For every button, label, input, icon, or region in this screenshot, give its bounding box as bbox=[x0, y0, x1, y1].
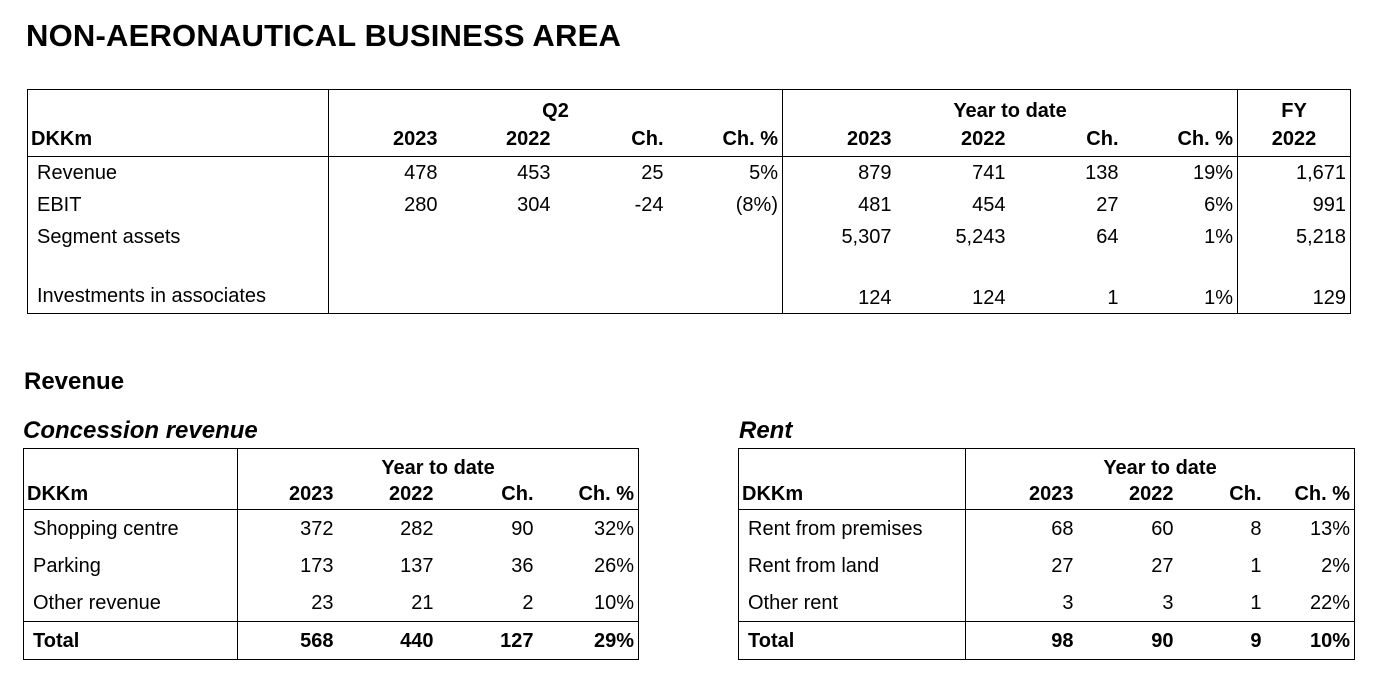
cell bbox=[668, 253, 783, 314]
cell: 13% bbox=[1309, 517, 1351, 540]
cell: 5,243 bbox=[955, 226, 1006, 248]
group-header-ytd: Year to date bbox=[966, 449, 1355, 480]
cell: 1% bbox=[1204, 226, 1234, 248]
row-label: Segment assets bbox=[37, 226, 181, 248]
table-row bbox=[28, 253, 1351, 314]
col-header: 2022 bbox=[1078, 479, 1178, 510]
header-blank bbox=[739, 449, 966, 480]
row-label: Shopping centre bbox=[33, 517, 179, 540]
revenue-heading: Revenue bbox=[24, 368, 125, 395]
cell: 280 bbox=[329, 189, 442, 221]
col-header: 2023 bbox=[966, 479, 1078, 510]
cell bbox=[442, 221, 555, 253]
cell: 29% bbox=[538, 622, 639, 660]
group-header-q2: Q2 bbox=[329, 90, 783, 123]
header-blank bbox=[24, 449, 238, 480]
row-label: Other revenue bbox=[33, 591, 161, 614]
row-label: Rent from land bbox=[748, 554, 880, 577]
cell bbox=[442, 253, 555, 314]
unit-header: DKKm bbox=[24, 479, 238, 510]
cell: 129 bbox=[1238, 253, 1351, 314]
cell: 5,307 bbox=[783, 221, 896, 253]
header-blank bbox=[28, 90, 329, 123]
cell: 453 bbox=[517, 162, 551, 184]
cell: 991 bbox=[1238, 189, 1351, 221]
cell: 60 bbox=[1151, 517, 1174, 540]
col-header: Ch. bbox=[1010, 122, 1123, 157]
table-row bbox=[24, 510, 639, 548]
group-header-fy: FY bbox=[1238, 90, 1351, 123]
total-row bbox=[739, 622, 1355, 660]
cell: 25 bbox=[641, 162, 664, 184]
cell: -24 bbox=[634, 194, 664, 216]
cell: 90 bbox=[1078, 622, 1178, 660]
col-header: Ch. % bbox=[1266, 479, 1355, 510]
cell: 32% bbox=[593, 517, 635, 540]
rent-table bbox=[738, 448, 1355, 660]
cell: 138 bbox=[1085, 162, 1119, 184]
cell: 372 bbox=[238, 510, 338, 548]
cell: 127 bbox=[438, 622, 538, 660]
cell: 2 bbox=[522, 591, 534, 614]
col-header: Ch. bbox=[555, 122, 668, 157]
row-label: Parking bbox=[33, 554, 101, 577]
col-header: 2022 bbox=[896, 122, 1010, 157]
cell: 64 bbox=[1096, 226, 1119, 248]
concession-revenue-table bbox=[23, 448, 639, 660]
cell: 27 bbox=[966, 547, 1078, 584]
cell: 1 bbox=[1250, 554, 1262, 577]
col-header: Ch. bbox=[1178, 479, 1266, 510]
cell: 1,671 bbox=[1238, 157, 1351, 190]
table-row bbox=[28, 189, 1351, 221]
table-row bbox=[28, 221, 1351, 253]
table-row bbox=[24, 584, 639, 622]
cell: 1 bbox=[1250, 591, 1262, 614]
cell bbox=[668, 221, 783, 253]
table-row bbox=[739, 584, 1355, 622]
cell: 10% bbox=[1266, 622, 1355, 660]
table-row bbox=[24, 547, 639, 584]
cell: 98 bbox=[966, 622, 1078, 660]
cell: 124 bbox=[972, 287, 1006, 309]
col-header: 2023 bbox=[238, 479, 338, 510]
cell: 454 bbox=[972, 194, 1006, 216]
table-row bbox=[28, 157, 1351, 190]
cell: 3 bbox=[1162, 591, 1174, 614]
col-header: 2023 bbox=[783, 122, 896, 157]
cell: 27 bbox=[1096, 194, 1119, 216]
cell: 27 bbox=[1151, 554, 1174, 577]
group-header-ytd: Year to date bbox=[783, 90, 1238, 123]
cell: 2% bbox=[1321, 554, 1351, 577]
col-header: 2022 bbox=[1238, 122, 1351, 157]
row-label: Total bbox=[24, 622, 238, 660]
cell: 9 bbox=[1178, 622, 1266, 660]
cell: 304 bbox=[517, 194, 551, 216]
page-title: NON-AERONAUTICAL BUSINESS AREA bbox=[26, 18, 622, 53]
concession-heading: Concession revenue bbox=[23, 417, 258, 444]
cell: 6% bbox=[1204, 194, 1234, 216]
cell: 22% bbox=[1309, 591, 1351, 614]
cell: 68 bbox=[966, 510, 1078, 548]
cell: 282 bbox=[400, 517, 434, 540]
cell bbox=[555, 253, 668, 314]
cell bbox=[329, 221, 442, 253]
cell: 19% bbox=[1192, 162, 1234, 184]
cell: 1% bbox=[1204, 287, 1234, 309]
col-header: 2022 bbox=[442, 122, 555, 157]
cell: 21 bbox=[411, 591, 434, 614]
total-row bbox=[24, 622, 639, 660]
cell: 26% bbox=[593, 554, 635, 577]
cell: 478 bbox=[329, 157, 442, 190]
cell bbox=[555, 221, 668, 253]
col-header: 2023 bbox=[329, 122, 442, 157]
row-label: Investments in associates bbox=[37, 285, 266, 307]
cell: 5,218 bbox=[1238, 221, 1351, 253]
unit-header: DKKm bbox=[739, 479, 966, 510]
cell: 568 bbox=[238, 622, 338, 660]
row-label: Revenue bbox=[37, 162, 118, 184]
rent-heading: Rent bbox=[739, 417, 793, 444]
unit-header: DKKm bbox=[28, 122, 329, 157]
cell bbox=[329, 253, 442, 314]
table-row bbox=[739, 510, 1355, 548]
cell: 440 bbox=[338, 622, 438, 660]
row-label: Total bbox=[739, 622, 966, 660]
col-header: Ch. % bbox=[1123, 122, 1238, 157]
cell: 8 bbox=[1250, 517, 1262, 540]
col-header: Ch. bbox=[438, 479, 538, 510]
table-row bbox=[739, 547, 1355, 584]
cell: 5% bbox=[749, 162, 778, 184]
cell: 137 bbox=[400, 554, 434, 577]
cell: 879 bbox=[783, 157, 896, 190]
cell: 481 bbox=[783, 189, 896, 221]
cell: (8%) bbox=[735, 194, 778, 216]
group-header-ytd: Year to date bbox=[238, 449, 639, 480]
cell: 173 bbox=[238, 547, 338, 584]
cell: 1 bbox=[1107, 287, 1119, 309]
cell: 23 bbox=[238, 584, 338, 622]
cell: 36 bbox=[511, 554, 534, 577]
col-header: Ch. % bbox=[668, 122, 783, 157]
row-label: Other rent bbox=[748, 591, 839, 614]
col-header: 2022 bbox=[338, 479, 438, 510]
main-financial-table bbox=[27, 89, 1351, 314]
cell: 3 bbox=[966, 584, 1078, 622]
cell: 10% bbox=[593, 591, 635, 614]
row-label: Rent from premises bbox=[748, 517, 923, 540]
col-header: Ch. % bbox=[538, 479, 639, 510]
cell: 124 bbox=[783, 253, 896, 314]
cell: 90 bbox=[511, 517, 534, 540]
row-label: EBIT bbox=[37, 194, 82, 216]
cell: 741 bbox=[972, 162, 1006, 184]
